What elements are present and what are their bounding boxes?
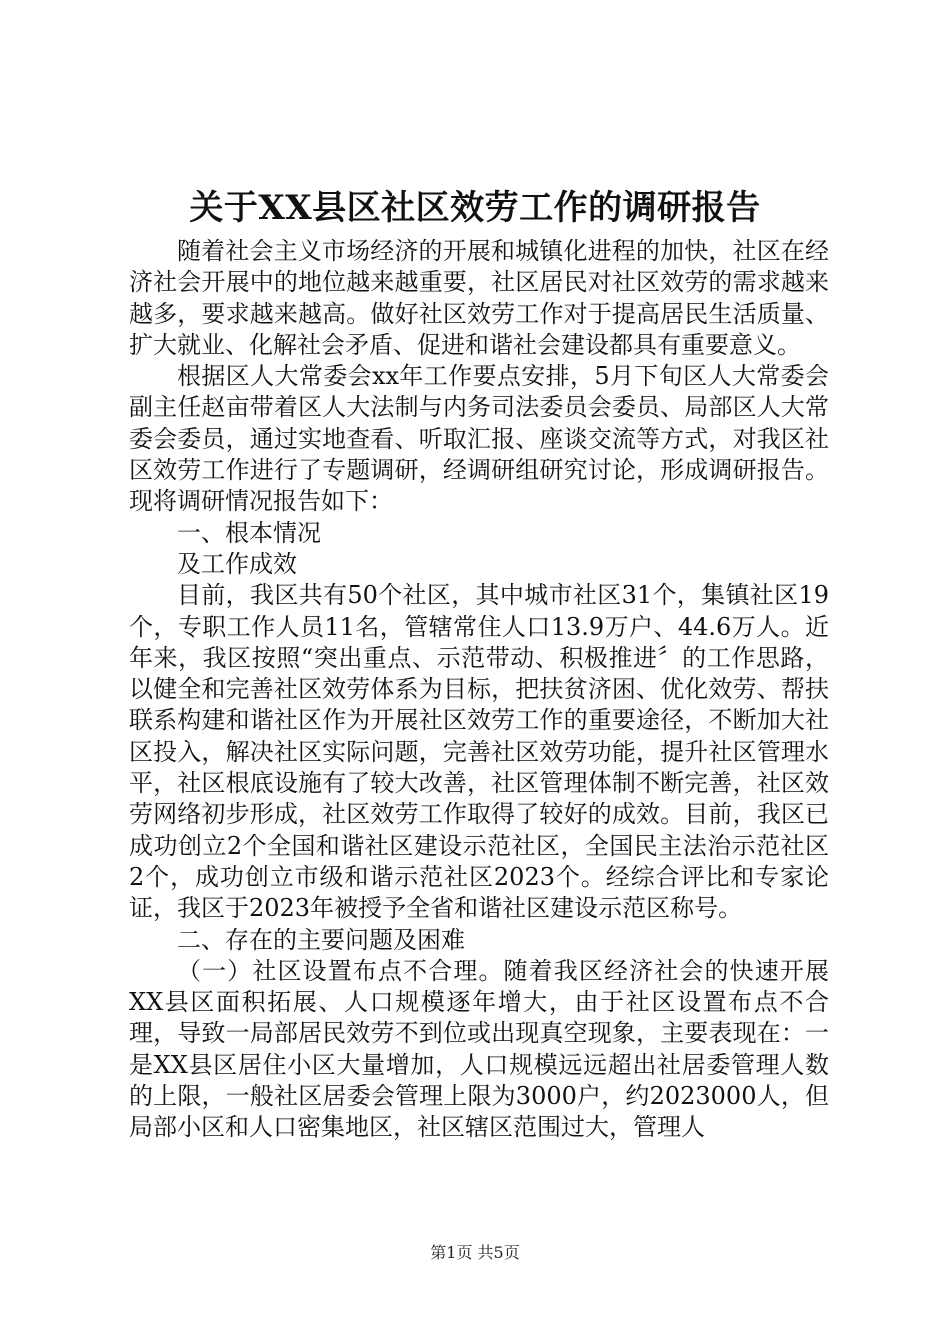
paragraph-current-status: 目前，我区共有50个社区，其中城市社区31个，集镇社区19个，专职工作人员11名，管辖常住人口13.9万户、44.6万人。近年来，我区按照“突出重点、示范带动、积极推进〞的工作思路，以健全和完善社区效劳体系为目标，把扶贫济困、优化效劳、帮扶联系构建和谐社区作为开展社区效劳工作的重要途径，不断加大社区投入，解决社区实际问题，完善社区效劳功能，提升社区管理水平，社区根底设施有了较大改善，社区管理体制不断完善，社区效劳网络初步形成，社区效劳工作取得了较好的成效。目前，我区已成功创立2个全国和谐社区建设示范社区，全国民主法治示范社区2个，成功创立市级和谐示范社区2023个。经综合评比和专家论证，我区于2023年被授予全省和谐社区建设示范区称号。 [129,581,829,923]
document-body [129,236,829,1144]
paragraph-problem-one: （一）社区设置布点不合理。随着我区经济社会的快速开展XX县区面积拓展、人口规模逐年增大，由于社区设置布点不合理，导致一局部居民效劳不到位或出现真空现象，主要表现在：一是XX县区居住小区大量增加，人口规模远远超出社居委管理人数的上限，一般社区居委会管理上限为3000户，约2023000人，但局部小区和人口密集地区，社区辖区范围过大，管理人 [129,956,829,1142]
section-heading-problems: 二、存在的主要问题及困难 [177,925,465,954]
document-title: 关于XX县区社区效劳工作的调研报告 [189,188,761,228]
page-number-footer: 第1页 共5页 [430,1243,520,1262]
section-heading-achievements: 及工作成效 [177,549,297,578]
paragraph-intro: 随着社会主义市场经济的开展和城镇化进程的加快，社区在经济社会开展中的地位越来越重要，社区居民对社区效劳的需求越来越多，要求越来越高。做好社区效劳工作对于提高居民生活质量、扩大就业、化解社会矛盾、促进和谐社会建设都具有重要意义。 [129,237,829,359]
section-heading-basic-situation: 一、根本情况 [177,518,321,547]
paragraph-background: 根据区人大常委会xx年工作要点安排，5月下旬区人大常委会副主任赵亩带着区人大法制与内务司法委员会委员、局部区人大常委会委员，通过实地查看、听取汇报、座谈交流等方式，对我区社区效劳工作进行了专题调研，经调研组研究讨论，形成调研报告。现将调研情况报告如下： [129,362,829,516]
